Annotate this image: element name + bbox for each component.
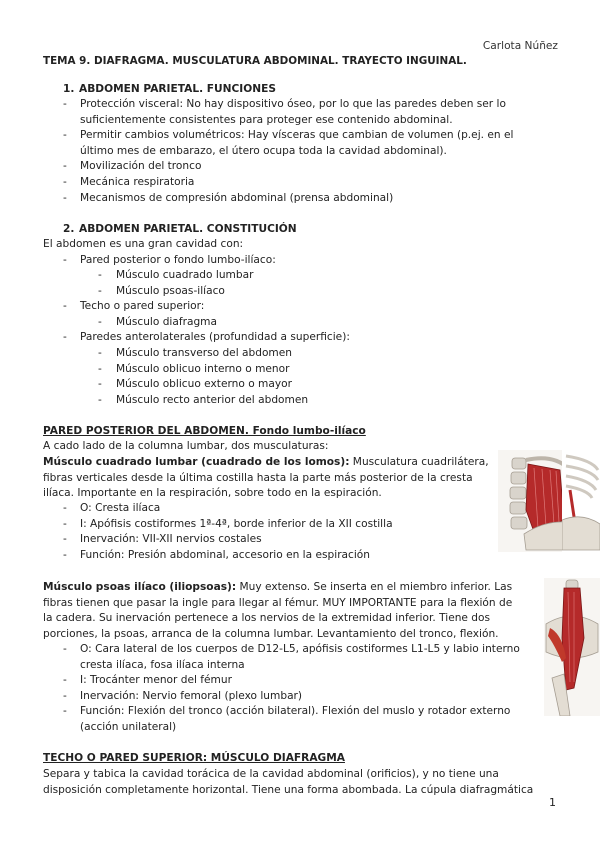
list-item: - Inervación: Nervio femoral (plexo lumbar) xyxy=(80,689,520,705)
diaphragm-paragraph: Separa y tabica la cavidad torácica de la cavidad abdominal (orificios), y no tiene una disposición completamente horizontal. Tiene una forma abombada. La cúpula diafragmática xyxy=(43,768,534,796)
constitution-list xyxy=(43,330,350,346)
list-item: - Músculo transverso del abdomen xyxy=(116,346,308,362)
list-item: - O: Cara lateral de los cuerpos de D12-L5, apófisis costiformes L1-L5 y labio interno cresta ilíaca, fosa ilíaca interna xyxy=(80,642,520,673)
list-item: - Permitir cambios volumétricos: Hay vísceras que cambian de volumen (p.ej. en el último mes de embarazo, el útero ocupa toda la cavidad abdominal). xyxy=(80,128,513,159)
section-2-number: 2. xyxy=(63,223,75,235)
document-title: TEMA 9. DIAFRAGMA. MUSCULATURA ABDOMINAL. TRAYECTO INGUINAL. xyxy=(43,55,467,67)
section-2-title: ABDOMEN PARIETAL. CONSTITUCIÓN xyxy=(79,223,297,235)
quadratus-paragraph: Músculo cuadrado lumbar (cuadrado de los lomos): Musculatura cuadrilátera, fibras verticales desde la última costilla hasta la parte más posterior de la cresta ilíaca. Importante en la respiración, sobre todo en la espiración. xyxy=(43,456,489,500)
list-item: - Función: Presión abdominal, accesorio en la espiración xyxy=(80,548,393,564)
functions-list xyxy=(43,97,513,206)
list-item: - Pared posterior o fondo lumbo-ilíaco: xyxy=(80,253,276,269)
section-2-intro: El abdomen es una gran cavidad con: xyxy=(43,238,244,250)
list-item: - Mecanismos de compresión abdominal (prensa abdominal) xyxy=(80,191,513,207)
anterolateral-sublist xyxy=(43,346,308,408)
list-item: - Movilización del tronco xyxy=(80,159,513,175)
list-item: - Paredes anterolaterales (profundidad a superficie): xyxy=(80,330,350,346)
psoas-iliac-illustration xyxy=(544,578,600,716)
list-item: - I: Trocánter menor del fémur xyxy=(80,673,520,689)
techo-sublist xyxy=(43,315,217,331)
posterior-wall-intro: A cado lado de la columna lumbar, dos musculaturas: xyxy=(43,440,329,452)
list-item: - Mecánica respiratoria xyxy=(80,175,513,191)
list-item: - I: Apófisis costiformes 1ª-4ª, borde inferior de la XII costilla xyxy=(80,517,393,533)
list-item: - Músculo oblicuo interno o menor xyxy=(116,362,308,378)
list-item: - Músculo psoas-ilíaco xyxy=(116,284,253,300)
list-item: - Inervación: VII-XII nervios costales xyxy=(80,532,393,548)
psoas-title: Músculo psoas ilíaco (iliopsoas): xyxy=(43,581,237,593)
list-item: - Protección visceral: No hay dispositivo óseo, por lo que las paredes deben ser lo suficientemente consistentes para proteger ese contenido abdominal. xyxy=(80,97,513,128)
list-item: - Músculo recto anterior del abdomen xyxy=(116,393,308,409)
author-name: Carlota Núñez xyxy=(482,40,558,52)
posterior-wall-heading: PARED POSTERIOR DEL ABDOMEN. Fondo lumbo-ilíaco xyxy=(43,425,366,437)
psoas-list xyxy=(43,642,520,736)
section-1-title: ABDOMEN PARIETAL. FUNCIONES xyxy=(79,83,276,95)
list-item: - Músculo oblicuo externo o mayor xyxy=(116,377,308,393)
posterior-sublist xyxy=(43,268,253,299)
list-item: - Función: Flexión del tronco (acción bilateral). Flexión del muslo y rotador externo (acción unilateral) xyxy=(80,704,520,735)
constitution-list xyxy=(43,253,276,269)
quadratus-title: Músculo cuadrado lumbar (cuadrado de los lomos): xyxy=(43,456,350,468)
list-item: - Músculo cuadrado lumbar xyxy=(116,268,253,284)
section-2-heading xyxy=(63,222,297,238)
section-1-number: 1. xyxy=(63,83,75,95)
list-item: - Músculo diafragma xyxy=(116,315,217,331)
diaphragm-heading: TECHO O PARED SUPERIOR: MÚSCULO DIAFRAGMA xyxy=(43,752,345,764)
page-number: 1 xyxy=(549,796,556,809)
list-item: - O: Cresta ilíaca xyxy=(80,501,393,517)
constitution-list xyxy=(43,299,204,315)
section-1-heading xyxy=(63,82,276,98)
psoas-paragraph: Músculo psoas ilíaco (iliopsoas): Muy extenso. Se inserta en el miembro inferior. Las fibras tienen que pasar la ingle para llegar al fémur. MUY IMPORTANTE para la flexión de la cadera. Su inervación pertenece a los nervios de la extremidad inferior. Tiene dos porciones, la psoas, arranca de la columna lumbar. Levantamiento del tronco, flexión. xyxy=(43,581,513,640)
skeleton-illustration xyxy=(562,450,600,552)
list-item: - Techo o pared superior: xyxy=(80,299,204,315)
quadratus-list xyxy=(43,501,393,563)
